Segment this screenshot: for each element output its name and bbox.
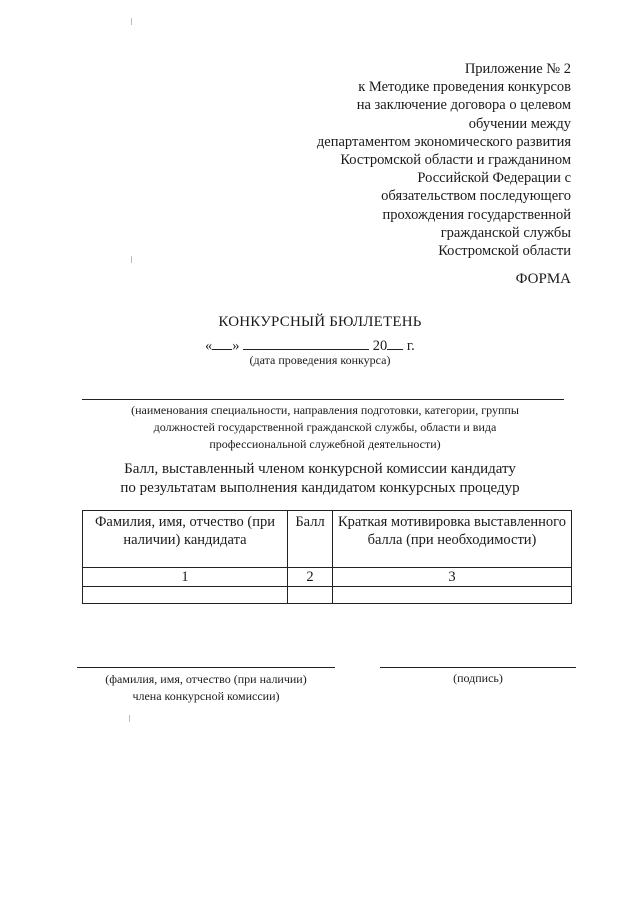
appendix-line: прохождения государственной — [382, 206, 571, 223]
appendix-line: департаментом экономического развития — [316, 133, 571, 150]
score-text-line: по результатам выполнения кандидатом конкурсных процедур — [120, 480, 520, 496]
appendix-line: Российской Федерации с — [417, 170, 571, 187]
appendix-line: Костромской области — [438, 243, 571, 260]
member-name-hint-line: (фамилия, имя, отчество (при наличии) — [105, 672, 307, 686]
appendix-line: Приложение № 2 — [464, 61, 571, 77]
year-prefix: 20 — [372, 338, 388, 354]
specialty-note-line: профессиональной служебной деятельности) — [209, 437, 441, 451]
date-line — [205, 335, 415, 355]
date-close-quote: » — [232, 338, 240, 354]
signature-blank[interactable] — [380, 667, 576, 668]
year-blank[interactable] — [387, 335, 403, 350]
member-name-blank[interactable] — [77, 667, 335, 668]
date-open-quote: « — [205, 338, 213, 354]
specialty-note — [80, 402, 570, 453]
table-row[interactable] — [83, 587, 572, 604]
scan-mark — [131, 18, 132, 25]
appendix-line: обучении между — [468, 115, 571, 132]
member-name-hint — [77, 671, 335, 705]
scan-mark — [129, 715, 130, 722]
header-candidate-name: Фамилия, имя, отчество (при наличии) кандидата — [83, 511, 288, 568]
table-number-row — [83, 568, 572, 587]
score-cell[interactable] — [288, 587, 333, 604]
year-suffix: г. — [406, 338, 415, 354]
column-number: 2 — [288, 568, 333, 587]
appendix-line: на заключение договора о целевом — [356, 97, 571, 114]
member-name-hint-line: члена конкурсной комиссии) — [132, 689, 280, 703]
ballot-table — [82, 510, 572, 604]
form-label: ФОРМА — [515, 271, 571, 287]
header-score: Балл — [288, 511, 333, 568]
day-blank[interactable] — [212, 335, 232, 350]
motivation-cell[interactable] — [333, 587, 572, 604]
specialty-note-line: должностей государственной гражданской службы, области и вида — [153, 420, 497, 434]
appendix-line: гражданской службы — [440, 224, 571, 241]
score-description — [0, 460, 640, 498]
column-number: 1 — [83, 568, 288, 587]
appendix-line: к Методике проведения конкурсов — [358, 79, 571, 96]
table-header-row — [83, 511, 572, 568]
appendix-header — [251, 60, 571, 260]
header-motivation: Краткая мотивировка выставленного балла (при необходимости) — [333, 511, 572, 568]
scan-mark — [131, 256, 132, 263]
date-hint: (дата проведения конкурса) — [249, 353, 391, 367]
document-title: КОНКУРСНЫЙ БЮЛЛЕТЕНЬ — [218, 314, 422, 330]
specialty-note-line: (наименования специальности, направления подготовки, категории, группы — [131, 403, 519, 417]
signature-hint: (подпись) — [453, 671, 503, 685]
specialty-blank[interactable] — [82, 399, 564, 400]
score-text-line: Балл, выставленный членом конкурсной комиссии кандидату — [124, 461, 516, 477]
appendix-line: Костромской области и гражданином — [340, 152, 571, 169]
appendix-line: обязательством последующего — [381, 188, 571, 205]
column-number: 3 — [333, 568, 572, 587]
month-blank[interactable] — [243, 335, 369, 350]
candidate-name-cell[interactable] — [83, 587, 288, 604]
